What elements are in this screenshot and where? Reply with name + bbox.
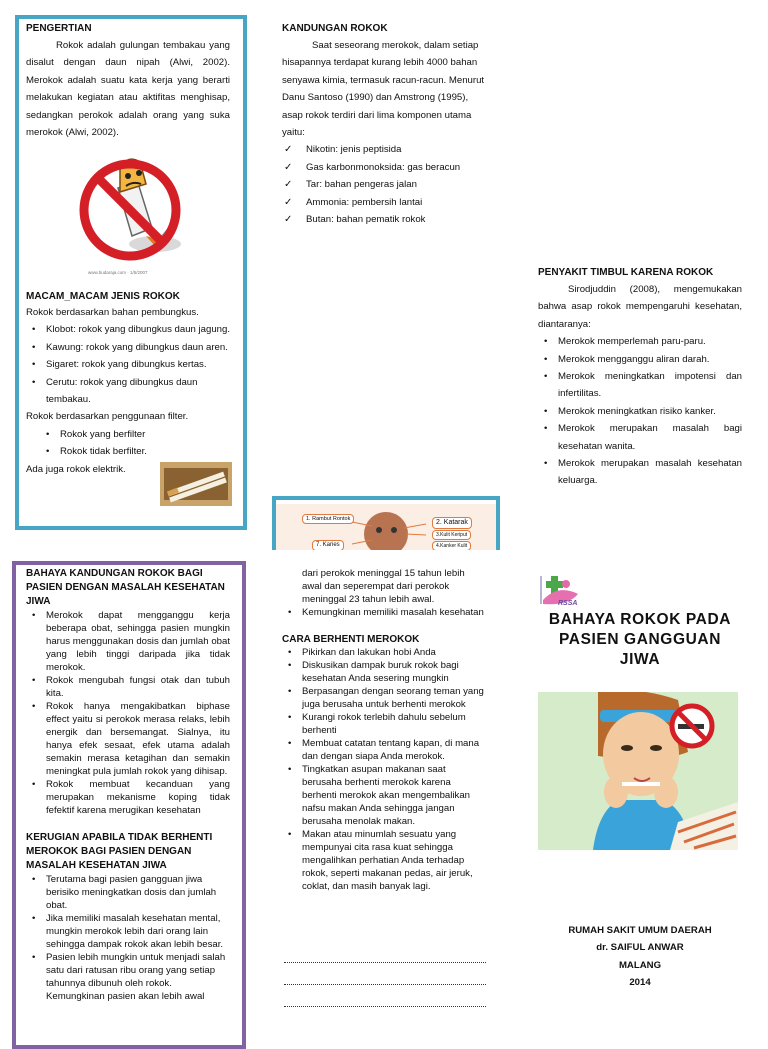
list-item: • Kemungkinan memiliki masalah kesehatan <box>282 606 486 619</box>
label-kanker-kulit: 4.Kanker Kulit <box>432 541 471 550</box>
list-item: • Rokok yang berfilter <box>26 426 230 443</box>
bahaya-title: BAHAYA KANDUNGAN ROKOK BAGI PASIEN DENGAN MASALAH KESEHATAN JIWA <box>26 568 225 607</box>
list-item: • Membuat catatan tentang kapan, di mana dan dengan siapa Anda merokok. <box>282 737 486 763</box>
list-item: • Makan atau minumlah sesuatu yang mempunyai cita rasa kuat sehingga mengalihkan perhatian Anda terhadap rokok, seperti makanan pedas, air jeruk, coklat, dan masih banyak lagi. <box>282 828 486 893</box>
continued-list <box>282 606 486 619</box>
smoking-effects-diagram <box>272 496 500 550</box>
hospital-name: RUMAH SAKIT UMUM DAERAH <box>568 925 712 936</box>
list-item: • Kurangi rokok terlebih dahulu sebelum berhenti <box>282 711 486 737</box>
list-item: • Klobot: rokok yang dibungkus daun jagung. <box>26 321 230 338</box>
penyakit-list <box>538 333 742 490</box>
list-item: • Rokok tidak berfilter. <box>26 443 230 460</box>
list-item: • Merokok dapat mengganggu kerja beberapa obat, sehingga pasien mungkin harus menggunakan dosis dan jumlah obat yang lebih tinggi daripada jika tidak merokok. <box>26 609 230 674</box>
list-item: ✓ Ammonia: pembersih lantai <box>282 194 486 211</box>
list-item: ✓ Gas karbonmonoksida: gas beracun <box>282 159 486 176</box>
list-item: ✓ Butan: bahan pematik rokok <box>282 211 486 228</box>
cartoon-caption: www.budaraja.com · 1/5/2007 <box>88 270 148 275</box>
cover-illustration <box>538 692 738 850</box>
list-item: • Pasien lebih mungkin untuk menjadi salah satu dari ratusan ribu orang yang setiap tahunnya dibunuh oleh rokok. Kemungkinan pasien akan lebih awal <box>26 951 230 1003</box>
list-item: • Kawung: rokok yang dibungkus daun aren. <box>26 339 230 356</box>
director-name: dr. SAIFUL ANWAR <box>596 942 684 954</box>
pengertian-text: Rokok adalah gulungan tembakau yang disalut dengan daun nipah (Alwi, 2002). Merokok adalah suatu kata kerja yang berarti melakukan kegiatan atau aktifitas menghisap, sedangkan perokok adalah orang yang suka merokok (Alwi, 2002). <box>26 40 230 139</box>
kerugian-list <box>26 873 230 1003</box>
penyakit-section <box>538 266 742 490</box>
kandungan-list <box>282 141 486 228</box>
woman-breaking-cigarette-icon <box>538 692 738 850</box>
pengertian-title: PENGERTIAN <box>26 23 92 34</box>
list-item: • Sigaret: rokok yang dibungkus kertas. <box>26 356 230 373</box>
cigarettes-icon <box>160 462 232 506</box>
list-item: • Berpasangan dengan seorang teman yang juga berusaha untuk berhenti merokok <box>282 685 486 711</box>
cigarettes-photo <box>160 462 232 506</box>
penyakit-title: PENYAKIT TIMBUL KARENA ROKOK <box>538 267 714 278</box>
kandungan-section <box>282 22 486 228</box>
hospital-logo-icon <box>538 574 584 614</box>
list-item: ✓ Nikotin: jenis peptisida <box>282 141 486 158</box>
rssa-logo <box>538 574 584 614</box>
list-item: • Jika memiliki masalah kesehatan mental, mungkin merokok lebih dari orang lain sehingga dampak rokok akan lebih besar. <box>26 912 230 951</box>
list-item: • Merokok merupakan masalah bagi kesehatan wanita. <box>538 420 742 455</box>
logo-text: RSSA <box>558 600 578 607</box>
list-item: • Merokok meningkatkan impotensi dan infertilitas. <box>538 368 742 403</box>
cover-footer <box>540 922 740 992</box>
year-text: 2014 <box>629 977 651 989</box>
dotted-line <box>284 1006 486 1007</box>
dotted-line <box>284 962 486 963</box>
list-item: • Merokok merupakan masalah kesehatan keluarga. <box>538 455 742 490</box>
list-item: • Rokok membuat kecanduan yang merupakan mekanisme koping tidak fefektif karena merugikan kesehatan <box>26 778 230 817</box>
dotted-line <box>284 984 486 985</box>
cara-berhenti-section <box>282 567 486 893</box>
filter-intro: Rokok berdasarkan penggunaan filter. <box>26 411 189 423</box>
jenis-rokok-section <box>26 290 230 478</box>
city-name: MALANG <box>618 959 662 971</box>
list-item: • Diskusikan dampak buruk rokok bagi kesehatan Anda sesering mungkin <box>282 659 486 685</box>
cara-berhenti-title: CARA BERHENTI MEROKOK <box>282 634 420 645</box>
list-item: • Rokok mengubah fungsi otak dan tubuh kita. <box>26 674 230 700</box>
label-rambut-rontok: 1. Rambut Rontok <box>302 514 354 524</box>
cara-berhenti-list <box>282 646 486 893</box>
kandungan-title: KANDUNGAN ROKOK <box>282 23 388 34</box>
list-item: • Tingkatkan asupan makanan saat berusaha berhenti merokok karena berhenti merokok akan mengembalikan nafsu makan Anda sehingga jangan berusaha menolak makan. <box>282 763 486 828</box>
pengertian-section <box>26 22 230 141</box>
list-item: • Cerutu: rokok yang dibungkus daun tembakau. <box>26 374 230 409</box>
bahaya-section <box>26 567 230 1003</box>
kerugian-title: KERUGIAN APABILA TIDAK BERHENTI MEROKOK BAGI PASIEN DENGAN MASALAH KESEHATAN JIWA <box>26 832 213 871</box>
label-kulit-keriput: 3.Kulit Keriput <box>432 530 471 540</box>
rokok-elektrik-text: Ada juga rokok elektrik. <box>26 463 126 475</box>
penyakit-text: Sirodjuddin (2008), mengemukakan bahwa asap rokok mempengaruhi kesehatan, diantaranya: <box>538 284 742 330</box>
jenis-rokok-title: MACAM_MACAM JENIS ROKOK <box>26 291 180 302</box>
list-item: ✓ Tar: bahan pengeras jalan <box>282 176 486 193</box>
list-item: • Merokok mengganggu aliran darah. <box>538 351 742 368</box>
kandungan-text: Saat seseorang merokok, dalam setiap hisapannya terdapat kurang lebih 4000 bahan senyawa kimia, termasuk racun-racun. Menurut Danu Santoso (1990) dan Amstrong (1995), asap rokok terdiri dari lima komponen utama yaitu: <box>282 40 485 139</box>
list-item: • Merokok meningkatkan risiko kanker. <box>538 403 742 420</box>
continued-text: dari perokok meninggal 15 tahun lebih awal dan seperempat dari perokok meninggal 23 tahun lebih awal. <box>302 568 465 605</box>
cover-title: BAHAYA ROKOK PADA PASIEN GANGGUAN JIWA <box>548 611 732 668</box>
no-smoking-cartoon-icon <box>60 148 200 278</box>
filter-list <box>26 426 230 461</box>
list-item: • Terutama bagi pasien gangguan jiwa berisiko meningkatkan dosis dan jumlah obat. <box>26 873 230 912</box>
no-smoking-cartoon <box>60 148 200 278</box>
jenis-rokok-list <box>26 321 230 408</box>
jenis-rokok-intro: Rokok berdasarkan bahan pembungkus. <box>26 307 199 318</box>
list-item: • Pikirkan dan lakukan hobi Anda <box>282 646 486 659</box>
bahaya-list <box>26 609 230 817</box>
label-katarak: 2. Katarak <box>432 517 472 529</box>
label-karies: 7. Karies <box>312 540 344 550</box>
list-item: • Merokok memperlemah paru-paru. <box>538 333 742 350</box>
list-item: • Rokok hanya mengakibatkan biphase effect yaitu si perokok merasa relaks, lebih energik dan bersemangat. Sialnya, itu hanya efek sesaat, efek utama adalah semakin merasa ketagihan dan semakin meningkat pula jumlah rokok yang dihisap. <box>26 700 230 778</box>
